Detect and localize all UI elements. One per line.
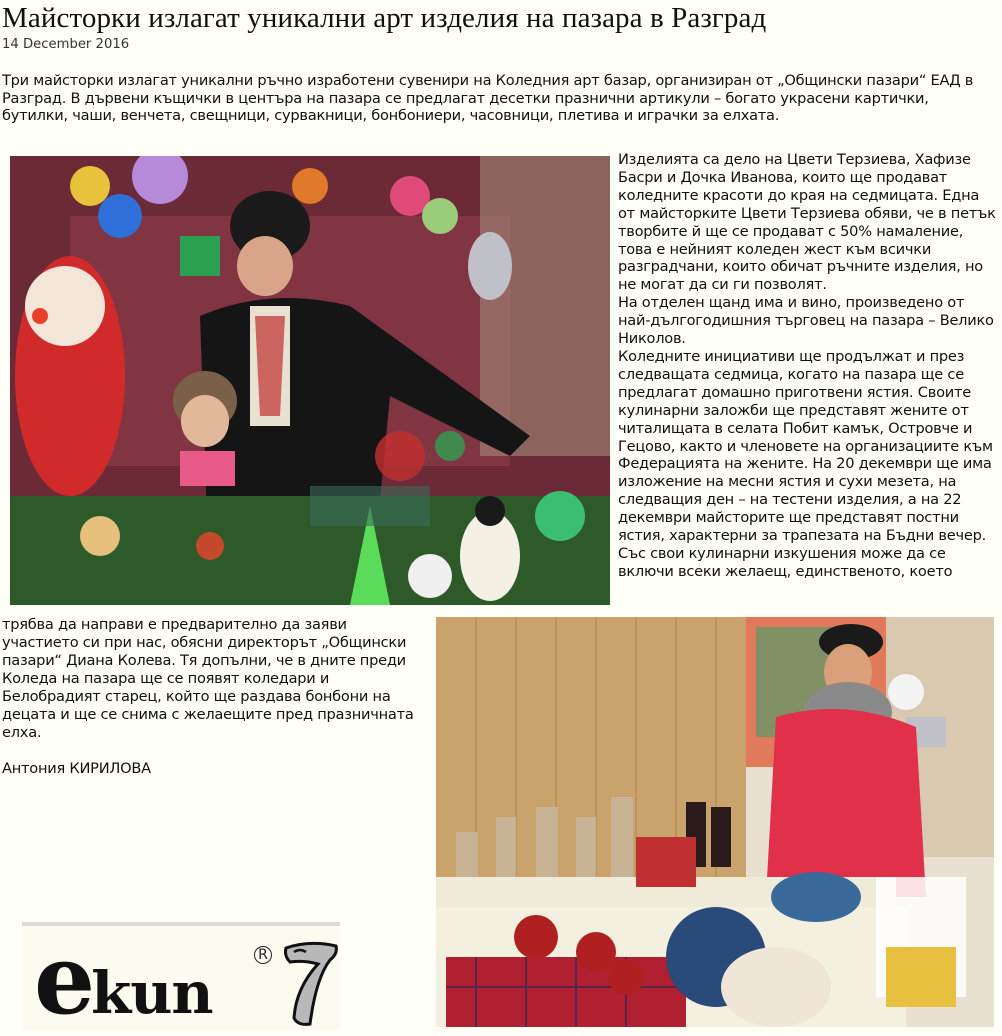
photo-craft-table-graphic [436,617,994,1027]
article-photo-craft-table [436,617,994,1027]
article-lead: Три майсторки излагат уникални ръчно изработени сувенири на Коледния арт базар, организиран от „Общински пазари“ ЕАД в Разград. В дървени къщички в центъра на пазара се предлагат десетки празнични артикули – богато украсени картички, бутилки, чаши, венчета, свещници, сурвакници, бонбониери, часовници, плетива и играчки за елхата. [2,72,974,124]
article-body-right-column [618,151,998,581]
paragraph: На отделен щанд има и вино, произведено от най-дългогодишния търговец на пазара – Велико Николов. [618,294,994,348]
photo-ornament-stall-graphic [10,156,610,605]
logo-wordmark: ekun [34,923,213,1036]
paragraph: трябва да направи е предварително да заяви участието си при нас, обясни директорът „Общински пазари“ Диана Колева. Тя допълни, че в дните преди Коледа на пазара ще се появят коледари и Белобрадият старец, който ще раздава бонбони на децата и ще се снима с желаещите пред празничната елха. [2,616,414,741]
article-body-left-column [2,616,422,778]
seven-glyph-icon [280,938,340,1026]
article-photo-ornament-stall [10,156,610,605]
article-date: 14 December 2016 [2,37,130,52]
article-title: Майсторки излагат уникални арт изделия на пазара в Разград [2,2,767,34]
paragraph: Коледните инициативи ще продължат и през следващата седмица, когато на пазара ще се предлагат домашно приготвени ястия. Своите кулинарни заложби ще представят жените от читалищата в селата Побит камък, Островче и Гецово, както и членовете на организациите към Федерацията на жените. На 20 декември ще има изложение на месни ястия и сухи мезета, на следващия ден – на тестени изделия, а на 22 декември майсторите ще представят постни ястия, характерни за трапезата на Бъдни вечер. Със свои кулинарни изкушения може да се включи всеки желаещ, единственото, което [618,347,993,580]
article-byline: Антония КИРИЛОВА [2,760,151,777]
paragraph: Изделията са дело на Цвети Терзиева, Хафизе Басри и Дочка Иванова, които ще продават коледните красоти до края на седмицата. Една от майсторките Цвети Терзиева обяви, че в петък творбите й ще се продават с 50% намаление, това е нейният коледен жест към всички разградчани, които обичат ръчните изделия, но не могат да си ги позволят. [618,151,996,294]
registered-trademark-icon: R [254,946,272,964]
ekip7-logo [22,922,340,1036]
